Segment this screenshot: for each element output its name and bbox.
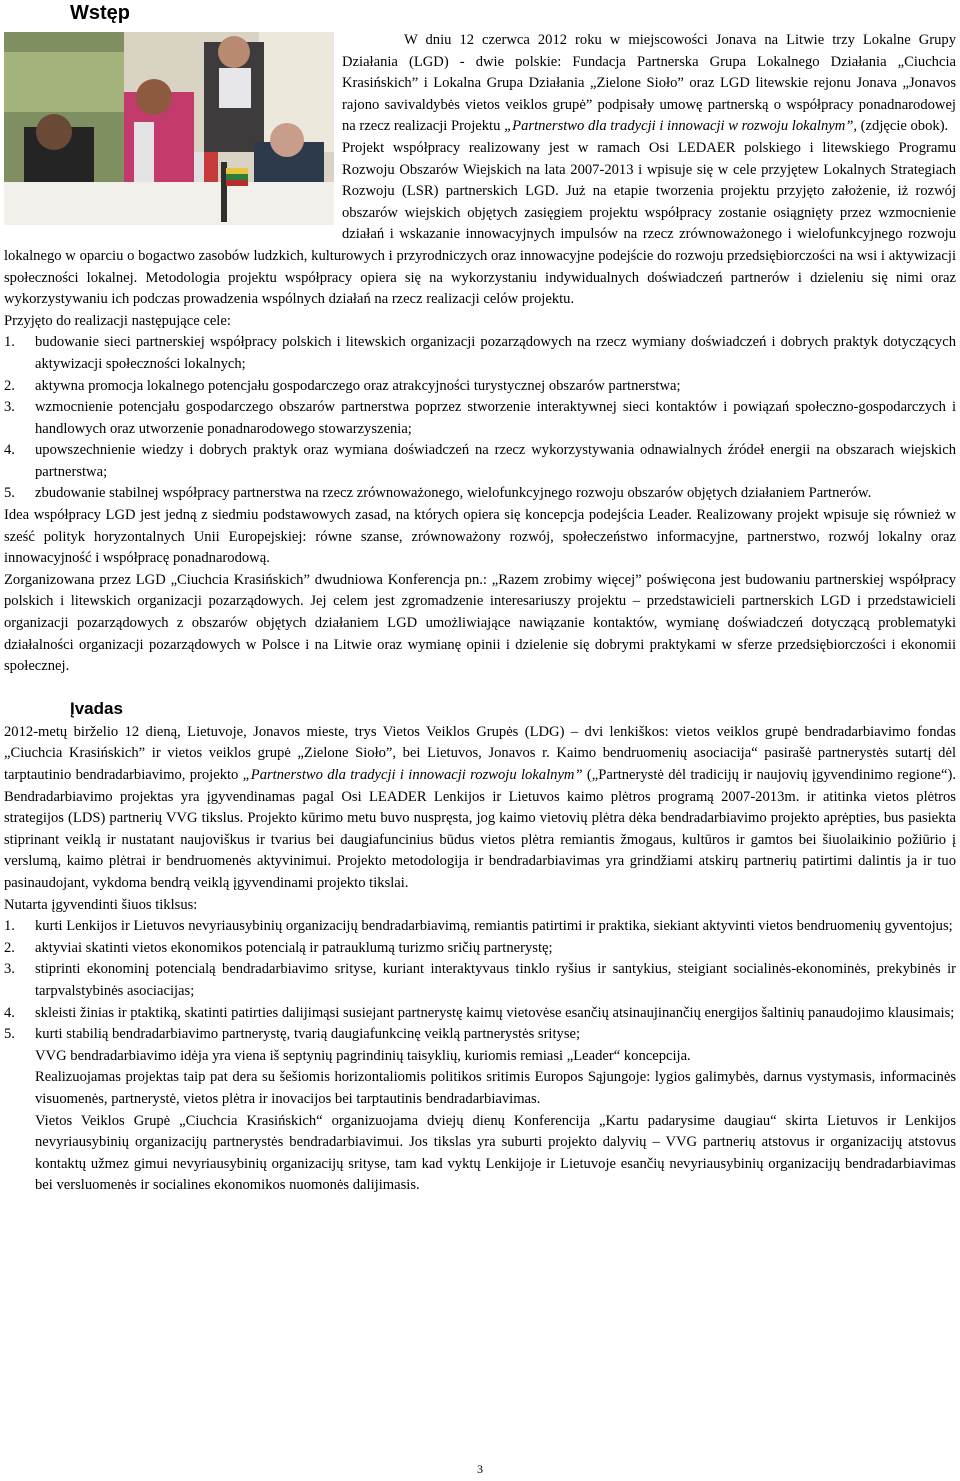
list-item: 5. zbudowanie stabilnej współpracy partnerstwa na rzecz zrównoważonego, wielofunkcyjnego rozwoju obszarów objętych działaniem Partnerów. <box>4 485 872 502</box>
project-description-pl: Projekt współpracy realizowany jest w ramach Osi LEDAER polskiego i litewskiego Programu Rozwoju Obszarów Wiejskich na lata 2007-2013 i wpisuje się w cele przyjętew Lokalnych Strategiach Rozwoju (LSR) partnerskich LGD. Już na etapie tworzenia projektu przyjęto założenie, iż rozwój obszarów wiejskich objętych zasięgiem projektu współpracy zostanie osiągnięty przez wzmocnienie działań i wskazanie innowacyjnych impulsów na rzecz zrównoważonego i wielofunkcyjnego rozwoju lokalnego w oparciu o bogactwo zasobów ludzkich, kulturowych i przyrodniczych oraz innowacyjne podejście do rozwoju przedsiębiorczości na wsi i aktywizacji społeczności lokalnej. Metodologia projektu współpracy opiera się na wykorzystaniu indywidualnych doświadczeń partnerów i dzieleniu się nimi oraz wykorzystywaniu ich podczas prowadzenia wspólnych działań na rzecz realizacji celów projektu. <box>4 139 956 308</box>
intro-paragraph-lt <box>4 722 956 895</box>
list-item: 2. aktywna promocja lokalnego potencjału gospodarczego oraz atrakcyjności turystycznej obszarów partnerstwa; <box>4 377 681 394</box>
section-heading-polish: Wstęp <box>70 2 130 24</box>
goals-list-pl <box>4 332 956 505</box>
list-item: 3. stiprinti ekonominį potencialą bendradarbiavimo srityse, kuriant interaktyvaus tinklo ryšius ir santykius, steigiant socialinės-ekonominės, prekybinės ir tarpvalstybinės asociacijas; <box>4 961 956 999</box>
list-continuation-paragraph: Vietos Veiklos Grupė „Ciuchcia Krasińskich“ organizuojama dviejų dienų Konferencija „Kartu padarysime daugiau“ skirta Lietuvos ir Lenkijos nevyriausybinių organizacijų partnerystės bendradarbiavimui. Jos tikslas yra suburti projekto dalyvių – VVG partnerių atstovus ir organizacijų atstovus kontaktų užmez gimui nevyriausybinių organizacijų srityse, tam kad vyktų Lenkijoje ir Lietuvoje esančių nevyriausybinių organizacijų bendradarbiavimas bei versluomenės ir socialines ekonomikos nuomonės dalijimasis. <box>35 1112 956 1194</box>
intro-lead-text: W dniu 12 czerwca 2012 roku w miejscowości Jonava na Litwie trzy Lokalne Grupy Działania (LGD) - dwie polskie: Fundacja Partnerska Grupa Lokalnego Działania „Ciuchcia Krasińskich” i Lokalna Grupa Działania „Zielone Sioło” oraz LGD litewskie rejonu Jonava „Jonavos rajono savivaldybės vietos veiklos grupė” podpisały umowę partnerską o współpracy ponadnarodowej na rzecz realizacji Projektu <box>342 32 956 135</box>
section-heading-lithuanian: Įvadas <box>70 698 123 718</box>
intro-text-lt-b: („Partnerystė dėl tradicijų ir naujovių įgyvendinimo regione“). Bendradarbiavimo projektas yra įgyvendinamas pagal Osi LEADER Lenkijos ir Lietuvos kaimo plėtros programą 2007-2013m. ir atitinka vietos plėtros strategijos (LDS) partnerių VVG tikslus. Projekto kūrimo metu buvo nuspręsta, jog kaimo vietovių plėtra dėka bendradarbiavimo projekto aprėpties, bus pasiekta stiprinant veiklą ir nustatant naujoviškus ir tvarius bei daugiafuncinius būdus vietos plėtra remiantis žmogaus, kultūros ir gamtos bei šiuolaikinio požiūrio į verslumą, kaimo plėtrai ir bendruomenės aktyvinimui. Projekto metodologija ir bendradarbiavimas yra grindžiami atskirų partnerių patirtimi dalintis ja ir tuo pasinaudojant, vykdoma bendrą veiklą įgyvendinami projekto tikslai. <box>4 767 957 891</box>
list-item: 4. skleisti žinias ir ptaktiką, skatinti patirties dalijimąsi susiejant partnerystę kaimų vietovėse esančių atsinaujinančių energijos šaltinių panaudojimo klausimais; <box>4 1004 955 1021</box>
list-item: 1. budowanie sieci partnerskiej współpracy polskich i litewskich organizacji pozarządowych na rzecz wymiany doświadczeń i dobrych praktyk dotyczących aktywizacji społeczności lokalnych; <box>4 334 956 372</box>
list-item: 4. upowszechnienie wiedzy i dobrych praktyk oraz wymiana doświadczeń na rzecz wykorzystywania odnawialnych źródeł energii na obszarach wiejskich partnerstwa; <box>4 442 956 480</box>
photo-illustration <box>4 32 334 225</box>
list-item: 2. aktyviai skatinti vietos ekonomikos potencialą ir patrauklumą turizmo sričių partnerystę; <box>4 939 553 956</box>
list-item: 3. wzmocnienie potencjału gospodarczego obszarów partnerstwa poprzez stworzenie interaktywnej sieci kontaktów i powiązań społeczno-gospodarczych i handlowych oraz utworzenie ponadnarodowego stowarzyszenia; <box>4 399 956 437</box>
intro-text-lt-a: 2012-metų birželio 12 dieną, Lietuvoje, Jonavos mieste, trys Vietos Veiklos Grupės (LDG) – dvi lenkiškos: vietos veiklos grupė bendradarbiavimo fondas „Ciuchcia Krasińskich” ir vietos veiklos grupė „Zielone Sioło”, bei Lietuvos, Jonavos r. Kaimo bendruomenių asociacija“ pasirašė partnerystės sutartį dėl tarptautinio bendradarbiavimo, projekto <box>4 723 956 783</box>
project-title-italic-lt: „Partnerstwo dla tradycji i innowacji rozwoju lokalnym” <box>242 767 583 783</box>
goals-intro-lt: Nutarta įgyvendinti šiuos tiklsus: <box>4 896 198 913</box>
signing-ceremony-photo <box>4 32 334 225</box>
list-item: 5. kurti stabilią bendradarbiavimo partnerystę, tvarią daugiafunkcinę veiklą partnerystės srityse; VVG bendradarbiavimo idėja yra viena iš septynių pagrindinių taisyklių, kuriomis remiasi „Leader“ koncepcija. Realizuojamas projektas taip pat dera su šešiomis horizontaliomis politikos sritimis Europos Sąjungoje: lygios galimybės, darnus vystymasis, informacinės visuomenės, partnerystė, vietos plėtra ir inovacijos bei tarptautinis bendradarbiavimas. Vietos Veiklos Grupė „Ciuchcia Krasińskich“ organizuojama dviejų dienų Konferencija „Kartu padarysime daugiau“ skirta Lietuvos ir Lenkijos nevyriausybinių organizacijų partnerystės bendradarbiavimui. Jos tikslas yra suburti projekto dalyvių – VVG partnerių atstovus ir organizacijų atstovus kontaktų užmez gimui nevyriausybinių organizacijų srityse, tam kad vyktų Lenkijoje ir Lietuvoje esančių nevyriausybinių organizacijų bendradarbiavimas bei versluomenės ir socialines ekonomikos nuomonės dalijimasis. <box>4 1024 956 1197</box>
page-number: 3 <box>477 1462 483 1476</box>
project-title-italic: „Partnerstwo dla tradycji i innowacji w rozwoju lokalnym”, <box>504 118 858 135</box>
list-continuation-paragraph: Realizuojamas projektas taip pat dera su šešiomis horizontaliomis politikos sritimis Europos Sąjungoje: lygios galimybės, darnus vystymasis, informacinės visuomenės, partnerystė, vietos plėtra ir inovacijos bei tarptautinis bendradarbiavimas. <box>35 1069 956 1107</box>
goals-intro-pl: Przyjęto do realizacji następujące cele: <box>4 312 231 329</box>
conference-paragraph-pl: Zorganizowana przez LGD „Ciuchcia Krasińskich” dwudniowa Konferencja pn.: „Razem zrobimy więcej” poświęcona jest budowaniu partnerskiej współpracy polskich i litewskich organizacji pozarządowych. Jej celem jest zgromadzenie interesariuszy projektu – przedstawicieli partnerskich LGD i przedstawicieli organizacji pozarządowych z obszarów objętych działaniem LGD umożliwiające nawiązanie kontaktów, wymianę doświadczeń dotyczącą problematyki działalności organizacji pozarządowych w Polsce i na Litwie oraz wymianę opinii i dzielenie się dobrymi praktykami w sferze przedsiębiorczości i ekonomii społecznej. <box>4 571 956 675</box>
section-spacer <box>4 678 956 696</box>
leader-idea-paragraph-pl: Idea współpracy LGD jest jedną z siedmiu podstawowych zasad, na których opiera się koncepcja podejścia Leader. Realizowany projekt wpisuje się również w sześć polityk horyzontalnych Unii Europejskiej: równe szanse, zrównoważony rozwój, społeczeństwo informacyjne, partnerstwo, rozwój lokalny oraz innowacyjność i współpracę ponadnarodową. <box>4 507 956 567</box>
goals-list-lt <box>4 916 956 1197</box>
intro-tail-text: (zdjęcie obok). <box>857 118 949 135</box>
list-continuation-paragraph: VVG bendradarbiavimo idėja yra viena iš septynių pagrindinių taisyklių, kuriomis remiasi „Leader“ koncepcija. <box>35 1047 691 1064</box>
list-item: 1. kurti Lenkijos ir Lietuvos nevyriausybinių organizacijų bendradarbiavimą, remiantis patirtimi ir praktika, siekiant aktyvinti vietos bendruomenių gyventojus; <box>4 918 953 935</box>
